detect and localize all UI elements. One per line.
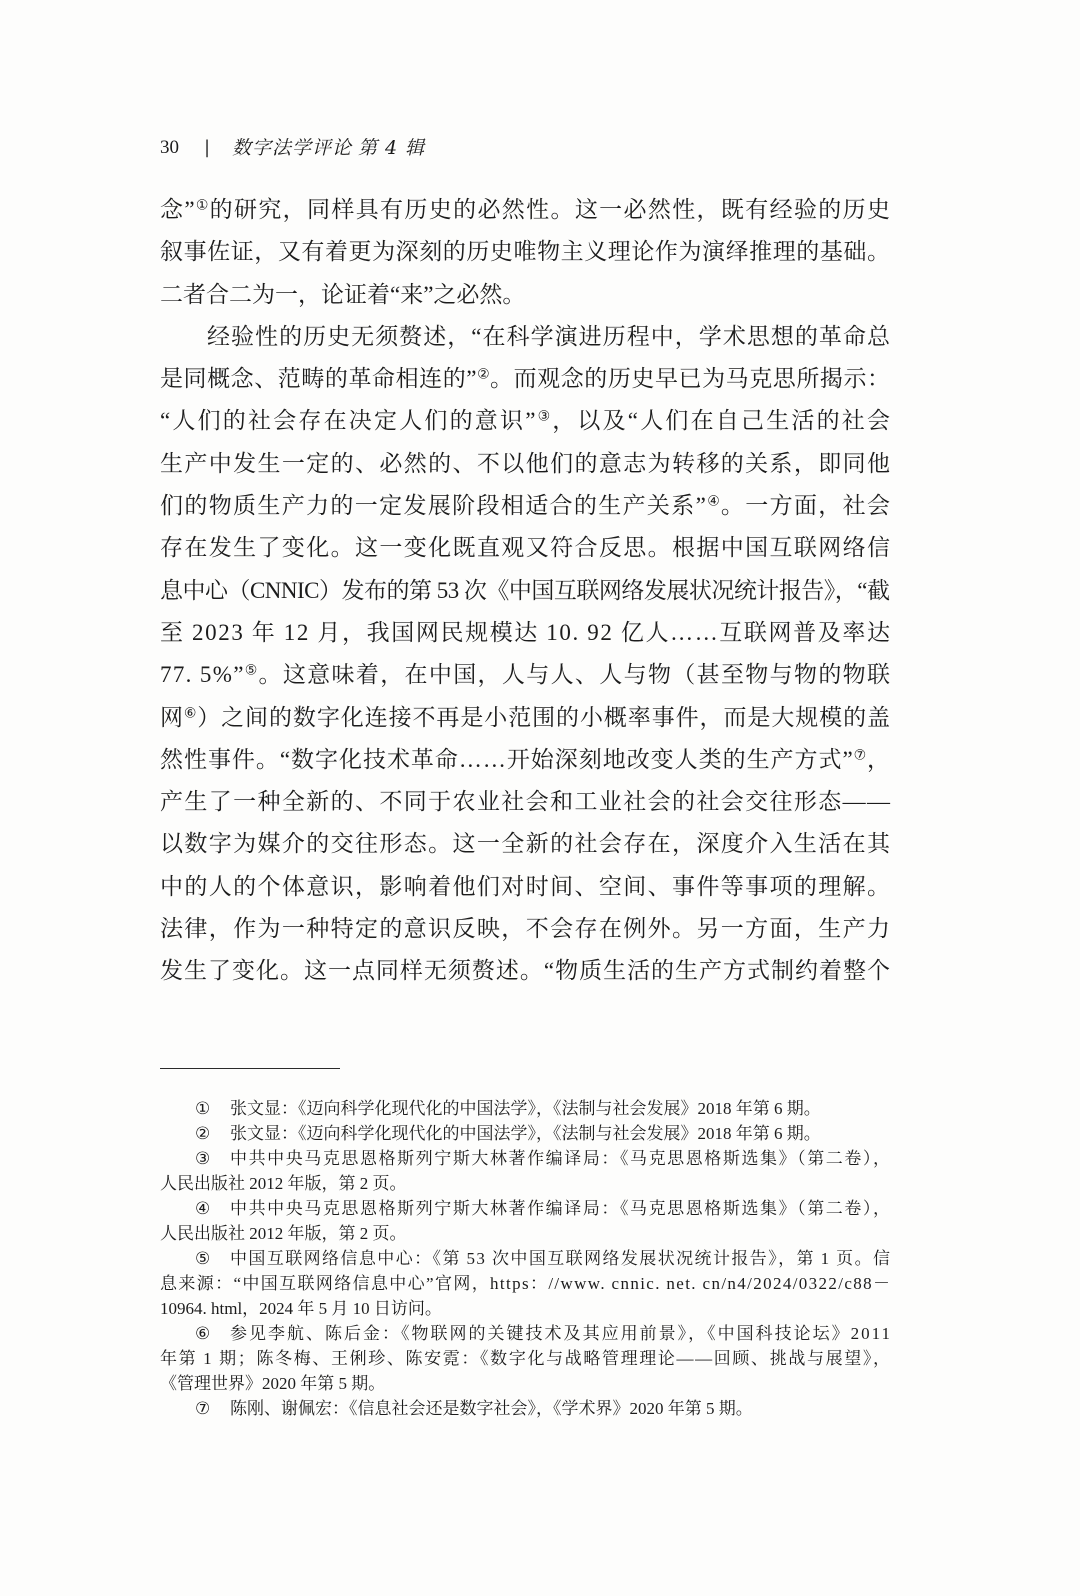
footnote-marker: ①: [195, 1099, 211, 1118]
text-line: “人们的社会存在决定人们的意识”③，以及“人们在自己生活的社会: [160, 408, 893, 434]
footnote-line: [160, 1396, 753, 1421]
footnote-text: 中国互联网络信息中心：《第 53 次中国互联网络发展状况统计报告》，第 1 页。信: [230, 1249, 892, 1268]
footnote-line: 《管理世界》2020 年第 5 期。: [160, 1374, 386, 1393]
footnote-text: 参见李航、陈后金：《物联网的关键技术及其应用前景》，《中国科技论坛》2011: [230, 1324, 892, 1343]
footnote-line: [160, 1196, 892, 1221]
text-line: 中的人的个体意识，影响着他们对时间、空间、事件等事项的理解。: [160, 873, 892, 899]
header-separator: |: [204, 137, 211, 158]
footnote-ref: ⑤: [244, 662, 259, 678]
journal-title: 数字法学评论: [232, 137, 353, 159]
footnote-marker: ⑤: [195, 1249, 211, 1268]
text-line: 至 2023 年 12 月，我国网民规模达 10. 92 亿人……互联网普及率达: [160, 619, 892, 645]
text-line: 网⑥）之间的数字化连接不再是小范围的小概率事件，而是大规模的盖: [160, 704, 891, 730]
footnote-line: [160, 1121, 821, 1146]
text-line: 产生了一种全新的、不同于农业社会和工业社会的社会交往形态——: [160, 789, 892, 815]
text-line: 息中心（CNNIC）发布的第 53 次《中国互联网络发展状况统计报告》，“截: [160, 577, 890, 603]
text-line: 们的物质生产力的一定发展阶段相适合的生产关系”④。一方面，社会: [160, 493, 892, 519]
footnote: [160, 1196, 892, 1246]
footnote-line: 人民出版社 2012 年版，第 2 页。: [160, 1174, 407, 1193]
footnote-marker: ⑦: [195, 1399, 211, 1418]
text-line: 念”①的研究，同样具有历史的必然性。这一必然性，既有经验的历史: [160, 197, 892, 222]
text-line: 是同概念、范畴的革命相连的”②。而观念的历史早已为马克思所揭示：: [160, 366, 891, 392]
footnote-ref: ②: [477, 366, 491, 382]
running-header: [160, 133, 580, 163]
footnotes: [160, 1096, 892, 1421]
footnote: [160, 1246, 892, 1321]
footnote-text: 张文显：《迈向科学化现代化的中国法学》，《法制与社会发展》2018 年第 6 期。: [230, 1099, 821, 1118]
text-line: 存在发生了变化。这一变化既直观又符合反思。根据中国互联网络信: [160, 535, 892, 561]
text-line: 然性事件。“数字化技术革命……开始深刻地改变人类的生产方式”⑦，: [160, 746, 891, 772]
footnote-line: 10964. html，2024 年 5 月 10 日访问。: [160, 1299, 442, 1318]
footnote-ref: ④: [707, 493, 721, 509]
paragraph: [160, 316, 892, 993]
text-line: 发生了变化。这一点同样无须赘述。“物质生活的生产方式制约着整个: [160, 958, 891, 984]
footnote-text: 陈刚、谢佩宏：《信息社会还是数字社会》，《学术界》2020 年第 5 期。: [230, 1399, 753, 1418]
text-line: 叙事佐证，又有着更为深刻的历史唯物主义理论作为演绎推理的基础。: [160, 239, 891, 265]
footnote-line: [160, 1146, 892, 1171]
paragraph: [160, 189, 892, 316]
footnote-text: 中共中央马克思恩格斯列宁斯大林著作编译局：《马克思恩格斯选集》（第二卷），: [230, 1199, 892, 1218]
footnote-line: [160, 1096, 821, 1121]
footnote: [160, 1146, 892, 1196]
footnote-ref: ①: [195, 197, 210, 213]
footnote-line: 人民出版社 2012 年版，第 2 页。: [160, 1224, 407, 1243]
footnote: [160, 1396, 892, 1421]
footnote-text: 张文显：《迈向科学化现代化的中国法学》，《法制与社会发展》2018 年第 6 期。: [230, 1124, 821, 1143]
footnote-marker: ③: [195, 1149, 211, 1168]
text-line: 77. 5%”⑤。这意味着，在中国，人与人、人与物（甚至物与物的物联: [160, 662, 892, 688]
footnote: [160, 1121, 892, 1146]
footnote-rule: [160, 1068, 340, 1069]
text-line: 法律，作为一种特定的意识反映，不会存在例外。另一方面，生产力: [160, 916, 892, 942]
footnote-marker: ⑥: [195, 1324, 211, 1343]
footnote-ref: ③: [537, 408, 553, 424]
footnote-line: [160, 1246, 891, 1271]
footnote-line: 年第 1 期；陈冬梅、王俐珍、陈安霓：《数字化与战略管理理论——回顾、挑战与展望》，: [160, 1349, 892, 1368]
text-line: 经验性的历史无须赘述，“在科学演进历程中，学术思想的革命总: [207, 323, 892, 349]
footnote: [160, 1096, 892, 1121]
body-text: [160, 189, 892, 993]
page-number: 30: [160, 137, 179, 158]
text-line: 生产中发生一定的、必然的、不以他们的意志为转移的关系，即同他: [160, 450, 892, 476]
text-line: 以数字为媒介的交往形态。这一全新的社会存在，深度介入生活在其: [160, 831, 892, 857]
footnote-marker: ②: [195, 1124, 211, 1143]
footnote-line: [160, 1321, 892, 1346]
footnote-ref: ⑦: [853, 747, 867, 763]
footnote-ref: ⑥: [183, 704, 198, 720]
footnote-text: 中共中央马克思恩格斯列宁斯大林著作编译局：《马克思恩格斯选集》（第二卷），: [230, 1149, 892, 1168]
footnote-line: 息来源：“中国互联网络信息中心”官网，https：//www. cnnic. net. cn/n4/2024/0322/c88－: [160, 1274, 892, 1293]
issue-label: 第 4 辑: [358, 137, 426, 159]
text-line: 二者合二为一，论证着“来”之必然。: [160, 281, 526, 307]
footnote-marker: ④: [195, 1199, 211, 1218]
footnote: [160, 1321, 892, 1396]
